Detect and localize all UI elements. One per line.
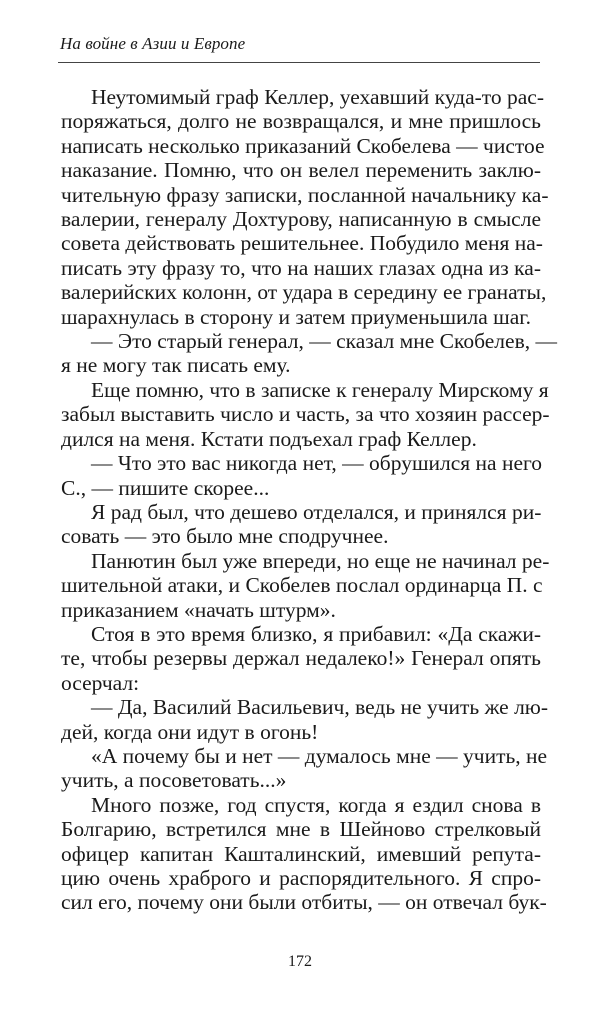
text-line: совать — это было мне сподручнее. bbox=[61, 524, 389, 549]
header-rule bbox=[58, 62, 540, 63]
text-line: — Да, Василий Васильевич, ведь не учить же лю- bbox=[91, 695, 549, 720]
text-line: офицер капитан Кашталинский, имевший репута- bbox=[61, 841, 541, 866]
text-line: цию очень храброго и распорядительного. Я спро- bbox=[61, 866, 541, 890]
text-line: чительную фразу записки, посланной начальнику ка- bbox=[61, 182, 549, 207]
text-line: забыл выставить число и часть, за что хозяин рассер- bbox=[61, 402, 550, 427]
text-line: приказанием «начать штурм». bbox=[61, 597, 336, 622]
text-line: дей, когда они идут в огонь! bbox=[61, 719, 319, 744]
text-line: — Что это вас никогда нет, — обрушился на него bbox=[91, 451, 543, 476]
text-line: Неутомимый граф Келлер, уехавший куда-то рас- bbox=[91, 85, 545, 109]
text-line: те, чтобы резервы держал недалеко!» Генерал опять bbox=[61, 646, 541, 671]
text-line: валерии, генералу Дохтурову, написанную в смысле bbox=[61, 207, 541, 232]
text-line: учить, а посоветовать...» bbox=[61, 768, 287, 793]
text-line: я не могу так писать ему. bbox=[61, 353, 291, 378]
text-line: — Это старый генерал, — сказал мне Скобелев, — bbox=[91, 329, 557, 354]
text-line: Стоя в это время близко, я прибавил: «Да скажи- bbox=[91, 621, 541, 646]
text-line: шарахнулась в сторону и затем приуменьшила шаг. bbox=[61, 304, 532, 329]
page-number: 172 bbox=[288, 953, 312, 970]
text-line: С., — пишите скорее... bbox=[61, 475, 270, 500]
text-line: наказание. Помню, что он велел переменить заклю- bbox=[61, 158, 541, 183]
text-line: Много позже, год спустя, когда я ездил снова в bbox=[91, 792, 541, 817]
text-line: осерчал: bbox=[61, 670, 140, 695]
body-text bbox=[61, 85, 557, 915]
text-line: совета действовать решительнее. Побудило меня на- bbox=[61, 231, 543, 256]
text-line: валерийских колонн, от удара в середину ее гранаты, bbox=[61, 280, 547, 305]
text-line: сил его, почему они были отбиты, — он отвечал бук- bbox=[61, 890, 547, 915]
text-line: написать несколько приказаний Скобелева — чистое bbox=[61, 133, 545, 158]
text-line: Еще помню, что в записке к генералу Мирскому я bbox=[91, 377, 549, 402]
text-line: поряжаться, долго не возвращался, и мне пришлось bbox=[61, 109, 541, 134]
text-line: Болгарию, встретился мне в Шейново стрелковый bbox=[61, 817, 541, 842]
text-line: шительной атаки, и Скобелев послал ординарца П. с bbox=[61, 573, 543, 598]
running-head: На войне в Азии и Европе bbox=[60, 34, 246, 53]
text-line: Я рад был, что дешево отделался, и принялся ри- bbox=[91, 499, 542, 524]
text-line: писать эту фразу то, что на наших глазах одна из ка- bbox=[61, 255, 541, 280]
text-line: Панютин был уже впереди, но еще не начинал ре- bbox=[91, 548, 550, 573]
text-line: «А почему бы и нет — думалось мне — учить, не bbox=[91, 743, 548, 768]
text-line: дился на меня. Кстати подъехал граф Келлер. bbox=[61, 426, 477, 451]
